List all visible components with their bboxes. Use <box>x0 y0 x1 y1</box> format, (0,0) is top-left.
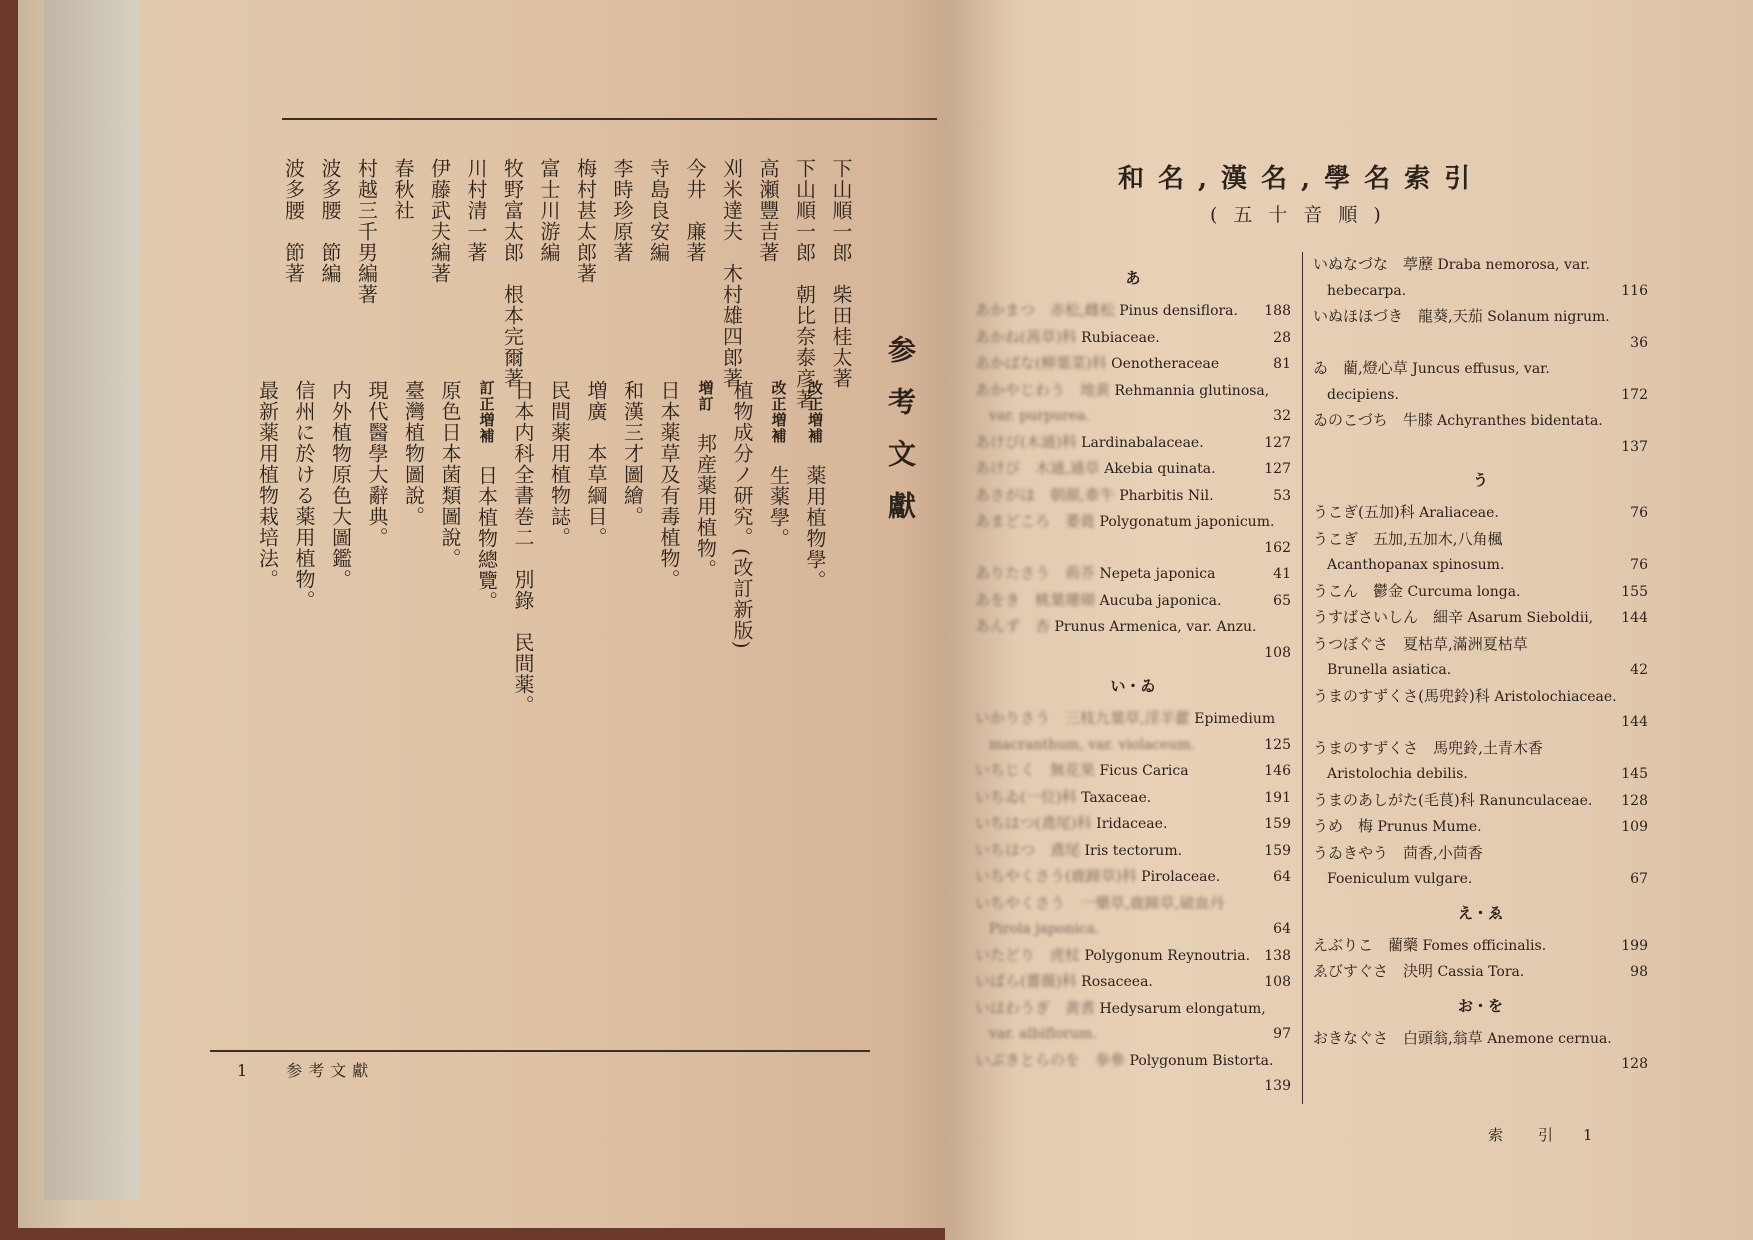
entry-continuation: Aristolochia debilis. <box>1327 766 1468 782</box>
reference-author: 下山順一郎 柴田桂太著 <box>829 158 853 389</box>
entry-continuation <box>975 536 1291 562</box>
reference-author: 伊藤武夫編著 <box>427 158 452 284</box>
index-entry <box>975 969 1291 996</box>
index-section-heading: え・ゑ <box>1457 903 1503 922</box>
reference-work <box>401 380 427 527</box>
entry-page-number: 159 <box>1264 842 1291 859</box>
entry-japanese-name: うまのすずくさ 馬兜鈴,土青木香 <box>1313 738 1543 757</box>
entry-japanese-name: ゐのこづち 牛膝 <box>1313 411 1433 429</box>
reference-title: 増廣 本草綱目。 <box>584 380 608 548</box>
entry-japanese-name: えぶりこ 藺藥 <box>1313 935 1419 954</box>
entry-page-number: 188 <box>1264 303 1291 319</box>
reference-work <box>766 380 792 549</box>
entry-japanese-name: うこぎ(五加)科 <box>1313 503 1415 521</box>
entry-page-number: 64 <box>1273 921 1291 937</box>
left-footer <box>237 1058 374 1081</box>
entry-continuation: Pirola japonica. <box>989 921 1100 937</box>
entry-continuation <box>975 1074 1291 1100</box>
entry-scientific-name: Aucuba japonica. <box>1099 592 1222 609</box>
reference-work <box>510 380 536 716</box>
reference-title: 日本内科全書巻二 別錄 民間薬。 <box>511 380 535 716</box>
entry-page-number: 108 <box>1264 644 1291 661</box>
reference-work <box>474 380 500 612</box>
entry-scientific-name: Asarum Sieboldii, <box>1467 610 1594 626</box>
entry-scientific-name: Draba nemorosa, var. <box>1437 257 1590 273</box>
entry-japanese-name: あかばな(柳葉菜)科 <box>975 354 1107 372</box>
entry-japanese-name: いぶきとらのを 拳參 <box>975 1050 1126 1069</box>
entry-page-number: 109 <box>1621 819 1648 835</box>
entry-japanese-name: あかやじわう 地黄 <box>975 380 1111 399</box>
reference-work <box>437 380 463 569</box>
entry-continuation <box>1313 1052 1648 1078</box>
reference-author: 春秋社 <box>391 158 415 221</box>
reference-title: 最新薬用植物栽培法。 <box>255 380 280 590</box>
index-entry-continued <box>1313 1052 1648 1078</box>
index-entry <box>975 298 1291 325</box>
index-entry-continued <box>1313 553 1648 579</box>
index-entry <box>1313 500 1648 527</box>
reference-title: 臺灣植物圖說。 <box>401 380 426 527</box>
entry-page-number: 127 <box>1264 461 1291 477</box>
entry-page-number: 159 <box>1264 816 1291 832</box>
reference-edition-note: 増訂 <box>696 380 715 412</box>
entry-scientific-name: Polygonum Reynoutria. <box>1084 947 1251 964</box>
entry-scientific-name: Hedysarum elongatum, <box>1099 1000 1266 1017</box>
entry-japanese-name: あさがほ 朝顔,牽牛 <box>975 485 1115 504</box>
reference-title: 植物成分ノ研究。(改訂新版) <box>730 380 754 650</box>
index-entry <box>1313 579 1648 606</box>
entry-page-number: 191 <box>1264 789 1291 806</box>
entry-scientific-name: Anemone cernua. <box>1487 1030 1612 1047</box>
index-entry <box>1313 356 1648 383</box>
index-entry <box>975 351 1291 378</box>
index-subtitle: (五十音順) <box>1210 204 1397 226</box>
entry-japanese-name: あけび(木通)科 <box>975 432 1077 451</box>
reference-work <box>802 380 828 591</box>
entry-page-number: 128 <box>1621 1056 1648 1072</box>
entry-scientific-name: Epimedium <box>1194 711 1276 727</box>
reference-title: 原色日本菌類圖說。 <box>438 380 462 569</box>
reference-title: 邦産薬用植物。 <box>693 433 718 580</box>
running-header: 参考文獻 <box>286 1061 375 1080</box>
index-entry <box>975 996 1291 1023</box>
reference-work <box>656 380 682 590</box>
index-entry-continued <box>1313 867 1648 893</box>
entry-japanese-name: うまのあしがた(毛茛)科 <box>1313 790 1475 809</box>
index-entry <box>975 811 1291 838</box>
entry-japanese-name: いばら(薔薇)科 <box>975 972 1077 990</box>
entry-scientific-name: Ranunculaceae. <box>1479 792 1593 809</box>
index-entry <box>975 838 1291 865</box>
entry-scientific-name: Rehmannia glutinosa, <box>1114 382 1270 399</box>
index-entry <box>975 588 1291 615</box>
reference-author: 李時珍原著 <box>610 158 634 263</box>
index-entry <box>975 943 1291 970</box>
index-column-b <box>1313 252 1648 1078</box>
entry-continuation <box>975 641 1291 667</box>
entry-scientific-name: Akebia quinata. <box>1104 461 1216 477</box>
index-section-heading: い・ゐ <box>1110 677 1156 695</box>
index-entry <box>1313 788 1648 815</box>
entry-scientific-name: Solanum nigrum. <box>1487 309 1610 325</box>
entry-continuation <box>1313 435 1648 461</box>
reference-author: 波多腰 節著 <box>281 158 306 284</box>
reference-author: 波多腰 節編 <box>318 158 342 284</box>
entry-japanese-name: うつぼぐさ 夏枯草,滿洲夏枯草 <box>1313 634 1528 653</box>
index-entry <box>1313 252 1648 279</box>
entry-japanese-name: うこぎ 五加,五加木,八角楓 <box>1313 529 1503 548</box>
index-entry <box>1313 632 1648 659</box>
entry-japanese-name: いはわうぎ 黄耆 <box>975 998 1096 1017</box>
reference-work <box>255 380 281 590</box>
entry-continuation: hebecarpa. <box>1327 282 1407 299</box>
entry-japanese-name: うめ 梅 <box>1313 817 1374 835</box>
entry-japanese-name: いちやくさう(鹿蹄草)科 <box>975 867 1137 885</box>
entry-scientific-name: Polygonum Bistorta. <box>1129 1052 1274 1069</box>
entry-scientific-name: Pharbitis Nil. <box>1119 487 1214 504</box>
reference-title: 和漢三才圖繪。 <box>620 380 645 527</box>
entry-page-number: 144 <box>1621 610 1648 626</box>
reference-author: 刈米達夫 木村雄四郎著 <box>719 158 744 389</box>
reference-title: 生薬學。 <box>766 465 791 549</box>
index-entry-continued <box>975 404 1291 430</box>
index-section-heading: お・を <box>1457 996 1503 1015</box>
index-entry <box>1313 527 1648 554</box>
index-entry <box>975 456 1291 483</box>
entry-page-number: 139 <box>1264 1078 1291 1094</box>
index-entry <box>975 614 1291 641</box>
reference-title: 日本薬草及有毒植物。 <box>657 380 681 590</box>
entry-japanese-name: うすばさいしん 細辛 <box>1313 608 1464 626</box>
entry-page-number: 127 <box>1264 434 1291 451</box>
entry-japanese-name: あをき 桃葉珊瑚 <box>975 590 1096 609</box>
reference-author: 下山順一郎 朝比奈泰彦著 <box>792 158 817 410</box>
reference-author: 今井 廉著 <box>683 158 707 263</box>
top-rule <box>282 118 937 120</box>
entry-page-number: 42 <box>1630 662 1648 678</box>
index-entry <box>1313 304 1648 331</box>
entry-page-number: 81 <box>1273 356 1291 372</box>
index-entry-continued <box>975 917 1291 943</box>
index-entry-continued <box>975 536 1291 562</box>
reference-edition-note: 訂正増補 <box>477 380 496 444</box>
index-entry <box>975 891 1291 918</box>
index-entry-continued <box>975 1022 1291 1048</box>
index-entry <box>1313 605 1648 632</box>
reference-edition-note: 改正増補 <box>769 380 788 444</box>
entry-scientific-name: Cassia Tora. <box>1437 964 1525 980</box>
entry-scientific-name: Lardinabalaceae. <box>1081 434 1204 451</box>
index-entry-continued <box>1313 658 1648 684</box>
index-entry <box>1313 1026 1648 1053</box>
index-entry <box>1313 933 1648 960</box>
entry-page-number: 76 <box>1630 557 1648 573</box>
reference-work <box>328 380 354 590</box>
entry-page-number: 36 <box>1630 334 1648 351</box>
entry-page-number: 76 <box>1630 505 1648 521</box>
entry-continuation: var. albiflorum. <box>989 1026 1097 1042</box>
entry-scientific-name: Nepeta japonica <box>1099 566 1216 582</box>
entry-page-number: 145 <box>1621 766 1648 782</box>
entry-scientific-name: Polygonatum japonicum. <box>1099 514 1275 530</box>
index-section-heading: あ <box>1125 269 1141 287</box>
entry-page-number: 98 <box>1630 964 1648 980</box>
entry-japanese-name: いちはつ 鳶尾 <box>975 840 1081 859</box>
reference-work <box>693 380 719 580</box>
entry-continuation: Brunella asiatica. <box>1327 662 1452 678</box>
entry-scientific-name: Prunus Armenica, var. Anzu. <box>1054 619 1257 635</box>
index-entry <box>975 509 1291 536</box>
right-footer <box>1488 1124 1623 1145</box>
index-entry-continued <box>1313 331 1648 357</box>
index-entry <box>975 758 1291 785</box>
index-title: 和名,漢名,學名索引 <box>1118 164 1485 194</box>
index-entry-continued <box>975 733 1291 759</box>
reference-author: 高瀬豐吉著 <box>756 158 780 263</box>
entry-japanese-name: うゐきやう 茴香,小茴香 <box>1313 843 1483 862</box>
entry-japanese-name: あけび 木通,通草 <box>975 459 1100 477</box>
entry-japanese-name: いたどり 虎杖 <box>975 945 1081 964</box>
entry-scientific-name: Fomes officinalis. <box>1422 937 1547 954</box>
reference-author: 牧野富太郎 根本完爾著 <box>500 158 525 389</box>
page-edge-strip <box>44 0 139 1200</box>
entry-japanese-name: あかね(茜草)科 <box>975 327 1077 346</box>
entry-page-number: 199 <box>1621 937 1648 954</box>
entry-continuation <box>1313 331 1648 357</box>
index-entry <box>975 864 1291 891</box>
entry-scientific-name: Rosaceea. <box>1081 974 1153 990</box>
entry-scientific-name: Araliaceae. <box>1419 505 1499 521</box>
index-entry-continued <box>1313 762 1648 788</box>
reference-author: 梅村甚太郎著 <box>573 158 598 284</box>
entry-scientific-name: Iris tectorum. <box>1084 842 1183 859</box>
entry-scientific-name: Juncus effusus, var. <box>1412 361 1550 377</box>
entry-scientific-name: Pirolaceae. <box>1141 869 1221 885</box>
entry-page-number: 67 <box>1630 871 1648 887</box>
index-entry-continued <box>1313 435 1648 461</box>
index-entry <box>975 378 1291 405</box>
reference-author: 富士川游編 <box>537 158 561 263</box>
entry-japanese-name: うこん 鬱金 <box>1313 581 1404 600</box>
entry-japanese-name: いぬなづな 葶藶 <box>1313 255 1434 273</box>
index-entry <box>1313 684 1648 711</box>
entry-page-number: 65 <box>1273 592 1291 609</box>
index-section-heading: う <box>1472 471 1488 489</box>
index-entry-continued <box>1313 710 1648 736</box>
index-entry <box>975 1048 1291 1075</box>
entry-scientific-name: Prunus Mume. <box>1377 819 1482 835</box>
entry-japanese-name: あかまつ 赤松,雌松 <box>975 301 1115 319</box>
entry-page-number: 108 <box>1264 974 1291 990</box>
index-entry <box>975 561 1291 588</box>
index-entry <box>1313 408 1648 435</box>
index-entry <box>1313 841 1648 868</box>
entry-page-number: 41 <box>1273 566 1291 582</box>
bottom-rule <box>210 1050 870 1052</box>
entry-page-number: 32 <box>1273 408 1291 424</box>
reference-title: 内外植物原色大圖鑑。 <box>328 380 353 590</box>
entry-scientific-name: Rubiaceae. <box>1081 329 1160 346</box>
entry-page-number: 172 <box>1621 386 1648 403</box>
entry-scientific-name: Aristolochiaceae. <box>1494 688 1617 705</box>
index-entry <box>1313 814 1648 841</box>
references-title: 参考文獻 <box>884 335 917 543</box>
entry-japanese-name: いぬほほづき 龍葵,天茄 <box>1313 307 1483 325</box>
index-entry <box>975 325 1291 352</box>
entry-japanese-name: あんず 杏 <box>975 617 1051 635</box>
entry-page-number: 64 <box>1273 869 1291 885</box>
entry-scientific-name: Pinus densiflora. <box>1119 303 1238 319</box>
entry-scientific-name: Achyranthes bidentata. <box>1437 413 1603 429</box>
reference-author: 川村清一著 <box>464 158 488 263</box>
reference-title: 日本植物總覽。 <box>474 465 499 612</box>
entry-japanese-name: おきなぐさ 白頭翁,翁草 <box>1313 1028 1483 1047</box>
entry-japanese-name: うまのすずくさ(馬兜鈴)科 <box>1313 686 1490 705</box>
entry-page-number: 138 <box>1264 947 1291 964</box>
reference-author: 村越三千男編著 <box>354 158 379 305</box>
index-entry <box>975 785 1291 812</box>
entry-continuation: decipiens. <box>1327 386 1399 403</box>
page-number: 1 <box>237 1061 254 1080</box>
reference-work <box>583 380 609 548</box>
index-entry <box>1313 736 1648 763</box>
entry-page-number: 97 <box>1273 1026 1291 1042</box>
entry-japanese-name: いちじく 無花果 <box>975 761 1096 779</box>
entry-page-number: 128 <box>1621 792 1648 809</box>
entry-japanese-name: ゐ 藺,燈心草 <box>1313 359 1408 377</box>
entry-japanese-name: あまどころ 萎蕤 <box>975 512 1096 530</box>
entry-japanese-name: ゑびすぐさ 決明 <box>1313 962 1434 980</box>
entry-continuation: macranthum, var. violaceum. <box>989 736 1196 753</box>
index-entry <box>975 706 1291 733</box>
reference-work <box>291 380 317 611</box>
running-header: 索 引 <box>1488 1126 1564 1144</box>
reference-work <box>620 380 646 527</box>
index-entry-continued <box>1313 383 1648 409</box>
reference-author: 寺島良安編 <box>646 158 671 263</box>
reference-title: 薬用植物學。 <box>803 465 827 591</box>
entry-continuation: Foeniculum vulgare. <box>1327 871 1473 887</box>
entry-page-number: 125 <box>1264 736 1291 753</box>
entry-page-number: 144 <box>1621 714 1648 730</box>
entry-page-number: 162 <box>1264 539 1291 556</box>
entry-japanese-name: いちゐ(一位)科 <box>975 787 1077 806</box>
column-divider <box>1302 252 1303 1104</box>
entry-page-number: 137 <box>1621 438 1648 455</box>
page-number: 1 <box>1583 1126 1603 1144</box>
entry-japanese-name: いちはつ(鳶尾)科 <box>975 814 1092 832</box>
reference-work <box>729 380 755 650</box>
index-entry <box>975 430 1291 457</box>
entry-page-number: 28 <box>1273 329 1291 346</box>
entry-japanese-name: いちやくさう 一藥草,鹿蹄草,破血丹 <box>975 893 1225 912</box>
entry-continuation <box>1313 710 1648 736</box>
index-entry-continued <box>975 1074 1291 1100</box>
entry-page-number: 155 <box>1621 583 1648 600</box>
index-entry-continued <box>1313 279 1648 305</box>
reference-edition-note: 改正増補 <box>806 380 824 444</box>
index-column-a <box>975 258 1291 1100</box>
entry-scientific-name: Iridaceae. <box>1096 816 1168 832</box>
reference-title: 民間薬用植物誌。 <box>547 380 572 548</box>
reference-title: 現代醫學大辭典。 <box>365 380 389 548</box>
entry-page-number: 116 <box>1621 282 1648 299</box>
entry-continuation: Acanthopanax spinosum. <box>1327 557 1505 573</box>
entry-japanese-name: いかりさう 三枝九葉草,淫羊藿 <box>975 709 1190 727</box>
entry-scientific-name: Oenotheraceae <box>1111 356 1220 372</box>
index-entry-continued <box>975 641 1291 667</box>
entry-japanese-name: ありたさう 荊芥 <box>975 564 1096 582</box>
reference-work <box>547 380 573 548</box>
index-entry <box>975 483 1291 510</box>
entry-page-number: 146 <box>1264 763 1291 779</box>
entry-continuation: var. purpurea. <box>989 408 1090 424</box>
index-entry <box>1313 959 1648 986</box>
reference-work <box>364 380 390 548</box>
entry-page-number: 53 <box>1273 487 1291 504</box>
entry-scientific-name: Taxaceae. <box>1081 789 1152 806</box>
entry-scientific-name: Curcuma longa. <box>1407 583 1521 600</box>
reference-title: 信州に於ける薬用植物。 <box>292 380 316 611</box>
entry-scientific-name: Ficus Carica <box>1099 763 1189 779</box>
